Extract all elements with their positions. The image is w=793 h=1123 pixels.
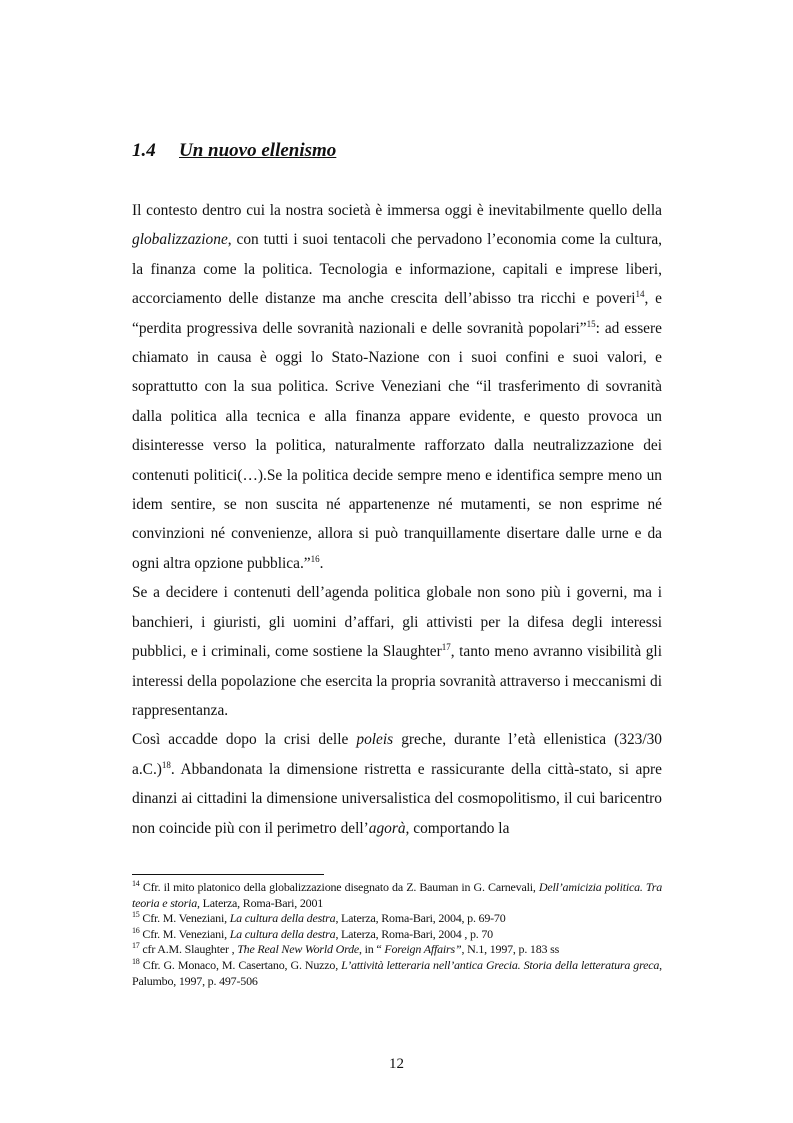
footnote-16 bbox=[132, 927, 662, 943]
text-run: , e “perdita progressiva delle sovranità nazionali e delle sovranità popolari” bbox=[132, 290, 662, 337]
paragraph-1 bbox=[132, 196, 662, 578]
footnote-text-italic: Dell’amicizia politica. Tra teoria e storia bbox=[132, 880, 663, 910]
text-run: . Abbandonata la dimensione ristretta e rassicurante della città-stato, si apre dinanzi ai cittadini la dimensione universalistica del cosmopolitismo, il cui baricentro non coincide più con il perimetro dell’ bbox=[132, 760, 662, 837]
text-run: greche, durante l’età ellenistica (323/30 a.C.) bbox=[132, 731, 663, 778]
footnotes bbox=[132, 880, 662, 989]
text-run: Se a decidere i contenuti dell’agenda politica globale non sono più i governi, ma i banchieri, i giuristi, gli uomini d’affari, gli attivisti per la difesa degli interessi pubblici, e i criminali, come sostiene la Slaughter bbox=[132, 584, 662, 661]
footnote-15 bbox=[132, 911, 662, 927]
section-title: Un nuovo ellenismo bbox=[179, 140, 337, 161]
text-run: comportando la bbox=[409, 819, 510, 837]
footnote-separator bbox=[132, 874, 324, 875]
paragraph-2 bbox=[132, 578, 662, 725]
footnote-18 bbox=[132, 958, 662, 989]
footnote-ref[interactable]: 15 bbox=[586, 318, 596, 329]
footnote-number: 15 bbox=[132, 910, 140, 920]
footnote-text-italic: The Real New World Orde bbox=[237, 942, 360, 957]
footnote-ref[interactable]: 16 bbox=[310, 553, 320, 564]
footnote-text: , in “ bbox=[359, 942, 385, 957]
text-run: : ad essere chiamato in causa è oggi lo Stato-Nazione con i suoi confini e suoi valori, e soprattutto con la sua politica. Scrive Veneziani che “il trasferimento di sovranità dalla politica alla tecnica e alla finanza appare evidente, e questo provoca un disinteresse verso la politica, naturalmente rafforzato dalla neutralizzazione dei contenuti politici(…).Se la politica decide sempre meno e identifica sempre meno un idem sentire, se non suscita né appartenenze né mutamenti, se non esprime né convinzioni né convenienze, allora si può tranquillamente disertare dalle urne e da ogni altra opzione pubblica.” bbox=[132, 319, 662, 572]
footnote-ref[interactable]: 18 bbox=[161, 759, 171, 770]
footnote-text: Cfr. M. Veneziani bbox=[139, 926, 225, 941]
paragraph-3 bbox=[132, 725, 662, 843]
text-run-italic: agorà, bbox=[368, 819, 410, 837]
footnote-text: , Laterza, Roma-Bari, 2004 , p. 70 bbox=[335, 926, 493, 941]
text-run: , con tutti i suoi tentacoli che pervadono l’economia come la cultura, la finanza come la politica. Tecnologia e informazione, capitali e imprese liberi, accorciamento delle distanze ma anche crescita dell’abisso tra ricchi e poveri bbox=[132, 231, 662, 308]
footnote-number: 14 bbox=[132, 879, 140, 888]
section-heading bbox=[132, 140, 336, 162]
body-text bbox=[132, 196, 662, 843]
footnote-number: 16 bbox=[132, 925, 140, 935]
footnote-14 bbox=[132, 880, 662, 911]
footnote-text-italic: , La cultura della destra bbox=[224, 911, 336, 926]
footnote-text: , Palumbo, 1997, p. 497-506 bbox=[132, 957, 662, 988]
section-number: 1.4 bbox=[132, 140, 156, 161]
text-run: , tanto meno avranno visibilità gli interessi della popolazione che esercita la propria sovranità attraverso i meccanismi di rappresentanza. bbox=[132, 643, 662, 719]
text-run-italic: globalizzazione bbox=[132, 231, 228, 249]
footnote-text: , Laterza, Roma-Bari, 2004, p. 69-70 bbox=[335, 911, 506, 926]
footnote-text: Cfr. il mito platonico della globalizzazione disegnato da Z. Bauman in G. Carnevali, bbox=[139, 880, 539, 894]
text-run-italic: poleis bbox=[356, 731, 394, 749]
text-run: . bbox=[319, 554, 324, 572]
footnote-text-italic: , La cultura della destra bbox=[224, 926, 336, 941]
text-run: Così accadde dopo la crisi delle bbox=[132, 731, 357, 749]
footnote-text: Cfr. M. Veneziani bbox=[139, 911, 225, 926]
footnote-number: 17 bbox=[132, 941, 140, 951]
footnote-text: cfr A.M. Slaughter , bbox=[139, 942, 238, 957]
footnote-text-italic: L’attività letteraria nell’antica Grecia. Storia della letteratura greca bbox=[341, 957, 660, 972]
page-number: 12 bbox=[389, 1056, 404, 1072]
footnote-ref[interactable]: 17 bbox=[441, 641, 451, 652]
text-run: Il contesto dentro cui la nostra società è immersa oggi è inevitabilmente quello della bbox=[132, 202, 662, 219]
footnote-text: , N.1, 1997, p. 183 ss bbox=[461, 942, 560, 957]
footnote-17 bbox=[132, 942, 662, 958]
footnote-text-italic: Foreign Affairs” bbox=[384, 942, 462, 957]
footnote-ref[interactable]: 14 bbox=[635, 289, 645, 300]
footnote-number: 18 bbox=[132, 956, 140, 966]
footnote-text: Cfr. G. Monaco, M. Casertano, G. Nuzzo, bbox=[139, 957, 342, 972]
footnote-text: , Laterza, Roma-Bari, 2001 bbox=[197, 895, 324, 910]
